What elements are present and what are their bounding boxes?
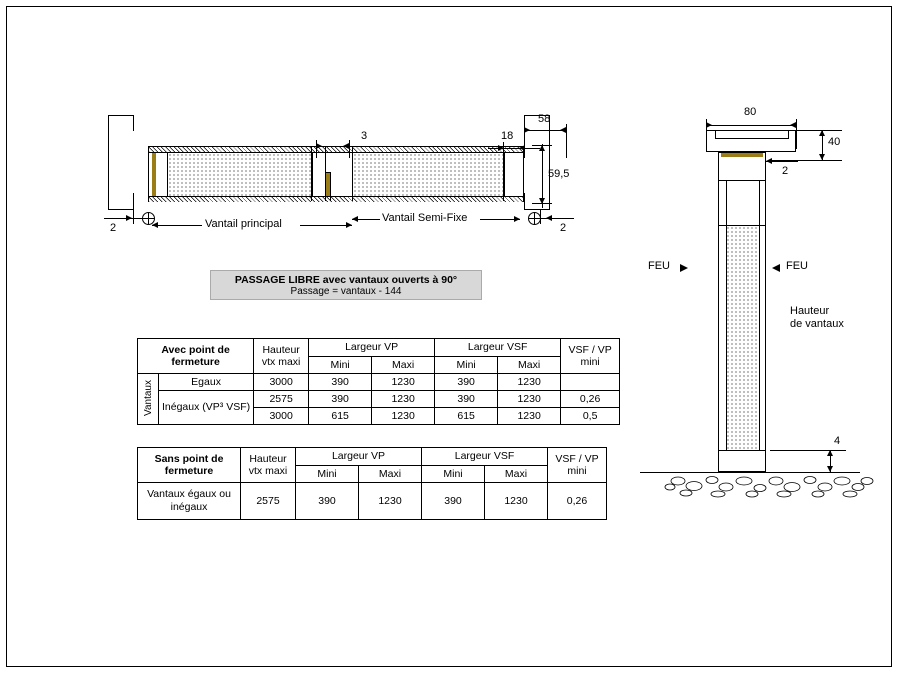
tbl2-r0-vsfmaxi: 1230	[485, 483, 548, 520]
tbl1-r0-vpmaxi: 1230	[372, 374, 435, 391]
dim-2-right	[524, 210, 579, 238]
fire-label-right-group	[772, 260, 862, 276]
fire-label-left-group	[640, 260, 716, 276]
head-seal-bar	[721, 153, 763, 157]
dim-2-left-label: 2	[110, 222, 117, 234]
dim-3	[314, 130, 368, 150]
tbl2-r0-vsfmini: 390	[422, 483, 485, 520]
right-end-rebate	[503, 147, 524, 201]
tbl1-r2-height: 3000	[254, 408, 309, 425]
dim-595-label: 59,5	[548, 168, 570, 180]
tbl2-vp-maxi: Maxi	[359, 465, 422, 483]
table-row	[138, 374, 620, 391]
tbl1-r2-vpmaxi: 1230	[372, 408, 435, 425]
tbl1-r1-label: Inégaux (VP³ VSF)	[159, 391, 254, 425]
main-leaf-core	[167, 153, 313, 196]
tbl1-r0-height: 3000	[254, 374, 309, 391]
dim-58	[509, 110, 569, 140]
tbl2-header-ratio: VSF / VP mini	[548, 448, 607, 483]
semi-fixed-leaf-label: Vantail Semi-Fixe	[382, 212, 468, 224]
tbl1-r0-vsfmaxi: 1230	[498, 374, 561, 391]
door-inner-line-right	[759, 181, 760, 450]
dim-595	[530, 140, 586, 212]
tbl1-r1-vpmaxi: 1230	[372, 391, 435, 408]
elevation-view	[640, 95, 890, 495]
tbl1-r2-ratio: 0,5	[561, 408, 620, 425]
dim-18-label: 18	[501, 130, 514, 142]
dim-2-left	[100, 210, 155, 238]
tbl1-header-vsf: Largeur VSF	[435, 339, 561, 357]
seal-bar-left	[152, 153, 156, 196]
door-core-hatched	[726, 226, 759, 450]
dim-80-label: 80	[744, 106, 757, 118]
tbl2-header-height: Hauteur vtx maxi	[241, 448, 296, 483]
dim-2-right-label: 2	[560, 222, 567, 234]
tbl1-r2-vsfmini: 615	[435, 408, 498, 425]
tbl1-r0-vpmini: 390	[309, 374, 372, 391]
dim-4-label: 4	[834, 435, 841, 447]
tbl1-r0-ratio	[561, 374, 620, 391]
tbl1-vsf-mini: Mini	[435, 356, 498, 374]
table-with-closure	[137, 338, 620, 425]
tbl2-title: Sans point de fermeture	[138, 448, 241, 483]
leaf-height-label-group	[790, 305, 900, 339]
tbl1-r1-vsfmini: 390	[435, 391, 498, 408]
semi-fixed-leaf-label-group	[350, 212, 530, 232]
dim-40-label: 40	[828, 136, 841, 148]
rubble-fill	[662, 473, 892, 499]
table-row	[138, 483, 607, 520]
main-leaf-label: Vantail principal	[205, 218, 282, 230]
main-leaf-label-group	[150, 218, 350, 238]
semi-fixed-leaf-core	[352, 153, 505, 196]
tbl2-vp-mini: Mini	[296, 465, 359, 483]
free-passage-banner	[210, 270, 482, 300]
tbl1-vsf-maxi: Maxi	[498, 356, 561, 374]
tbl2-vsf-maxi: Maxi	[485, 465, 548, 483]
banner-line-1: PASSAGE LIBRE avec vantaux ouverts à 90°	[234, 273, 458, 286]
central-rebate	[311, 147, 353, 201]
tbl1-r2-vsfmaxi: 1230	[498, 408, 561, 425]
dim-3-label: 3	[361, 130, 368, 142]
tbl1-r1-vpmini: 390	[309, 391, 372, 408]
tbl2-r0-vpmaxi: 1230	[359, 483, 422, 520]
tbl1-header-vp: Largeur VP	[309, 339, 435, 357]
banner-line-2: Passage = vantaux - 144	[290, 285, 402, 297]
tbl2-r0-vpmini: 390	[296, 483, 359, 520]
tbl2-r0-height: 2575	[241, 483, 296, 520]
door-division-3	[718, 450, 766, 451]
tbl2-header-vsf: Largeur VSF	[422, 448, 548, 466]
leaf-height-label-2: de vantaux	[790, 317, 844, 330]
tbl1-r0-label: Egaux	[159, 374, 254, 391]
dim-2-elev-label: 2	[782, 165, 789, 177]
tbl1-r1-ratio: 0,26	[561, 391, 620, 408]
table-row	[138, 391, 620, 408]
tbl2-header-vp: Largeur VP	[296, 448, 422, 466]
table-without-closure	[137, 447, 607, 520]
leaf-height-label-1: Hauteur	[790, 305, 830, 317]
tbl1-vp-maxi: Maxi	[372, 356, 435, 374]
tbl2-r0-label: Vantaux égaux ou inégaux	[138, 483, 241, 520]
tbl2-r0-ratio: 0,26	[548, 483, 607, 520]
left-wall	[108, 115, 134, 210]
fire-label-right: FEU	[786, 260, 808, 272]
plan-view-door-section	[100, 100, 570, 250]
tbl1-header-ratio: VSF / VP mini	[561, 339, 620, 374]
tbl1-vp-mini: Mini	[309, 356, 372, 374]
fire-label-left: FEU	[648, 260, 670, 272]
tbl1-header-height: Hauteur vtx maxi	[254, 339, 309, 374]
table-row	[138, 339, 620, 357]
dim-2-elev	[766, 157, 826, 181]
tbl1-r2-vpmini: 615	[309, 408, 372, 425]
tbl1-r1-vsfmaxi: 1230	[498, 391, 561, 408]
tbl1-title: Avec point de fermeture	[138, 339, 254, 374]
door-inner-line-left	[726, 181, 727, 450]
tbl1-side-label: Vantaux	[138, 374, 159, 425]
tbl2-vsf-mini: Mini	[422, 465, 485, 483]
dim-58-label: 58	[538, 113, 551, 125]
tbl1-r0-vsfmini: 390	[435, 374, 498, 391]
tbl1-r1-height: 2575	[254, 391, 309, 408]
table-row	[138, 448, 607, 466]
